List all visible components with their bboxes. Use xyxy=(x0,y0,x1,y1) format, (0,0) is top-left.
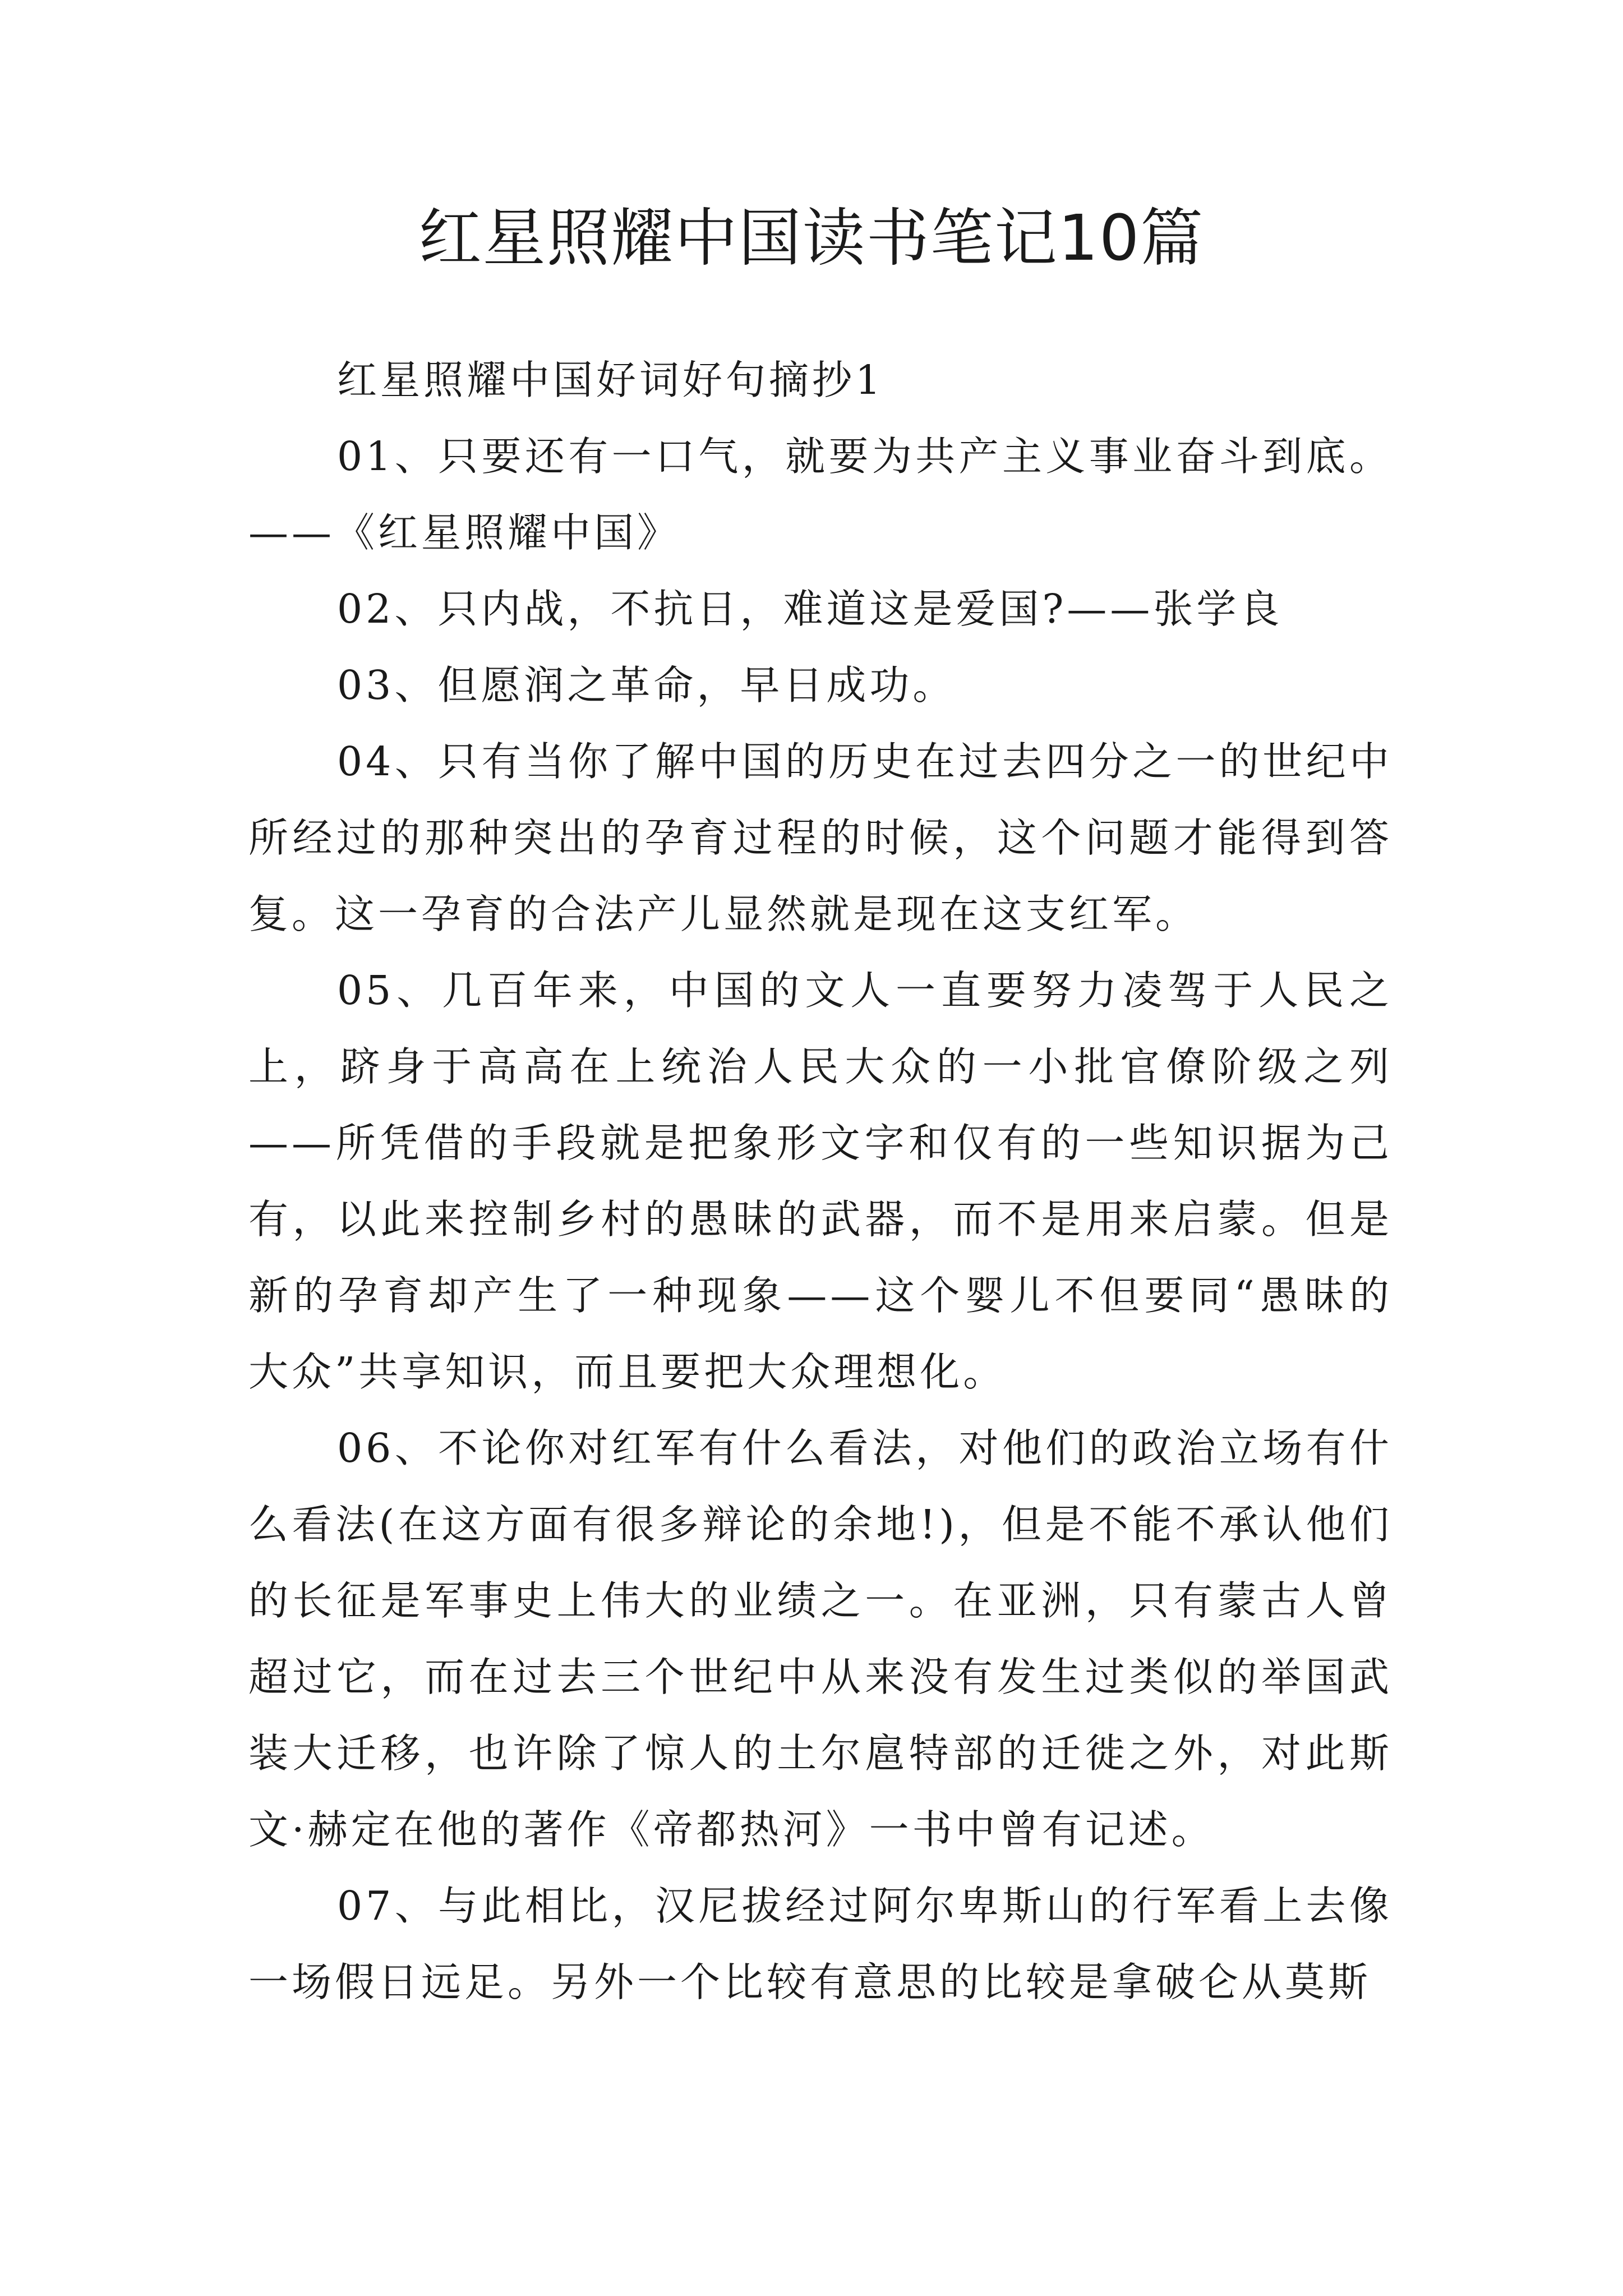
paragraph-03: 03、但愿润之革命，早日成功。 xyxy=(337,662,956,708)
section-heading: 红星照耀中国好词好句摘抄1 xyxy=(337,357,884,403)
document-title: 红星照耀中国读书笔记10篇 xyxy=(418,202,1205,275)
paragraph-04: 04、只有当你了解中国的历史在过去四分之一的世纪中所经过的那种突出的孕育过程的时候，这个问题才能得到答复。这一孕育的合法产儿显然就是现在这支红军。 xyxy=(248,738,1393,937)
paragraph-02: 02、只内战，不抗日，难道这是爱国?——张学良 xyxy=(337,586,1283,632)
paragraph-01: 01、只要还有一口气，就要为共产主义事业奋斗到底。——《红星照耀中国》 xyxy=(248,433,1393,556)
paragraph-07: 07、与此相比，汉尼拔经过阿尔卑斯山的行军看上去像一场假日远足。另外一个比较有意思的比较是拿破仑从莫斯 xyxy=(248,1883,1393,2005)
paragraph-06: 06、不论你对红军有什么看法，对他们的政治立场有什么看法(在这方面有很多辩论的余地!)，但是不能不承认他们的长征是军事史上伟大的业绩之一。在亚洲，只有蒙古人曾超过它，而在过去三个世纪中从来没有发生过类似的举国武装大迁移，也许除了惊人的土尔扈特部的迁徙之外，对此斯文·赫定在他的著作《帝都热河》一书中曾有记述。 xyxy=(248,1425,1393,1853)
paragraph-05: 05、几百年来，中国的文人一直要努力凌驾于人民之上，跻身于高高在上统治人民大众的一小批官僚阶级之列——所凭借的手段就是把象形文字和仅有的一些知识据为己有，以此来控制乡村的愚昧的武器，而不是用来启蒙。但是新的孕育却产生了一种现象——这个婴儿不但要同“愚昧的大众”共享知识，而且要把大众理想化。 xyxy=(248,967,1393,1395)
document-body xyxy=(248,342,1393,2021)
